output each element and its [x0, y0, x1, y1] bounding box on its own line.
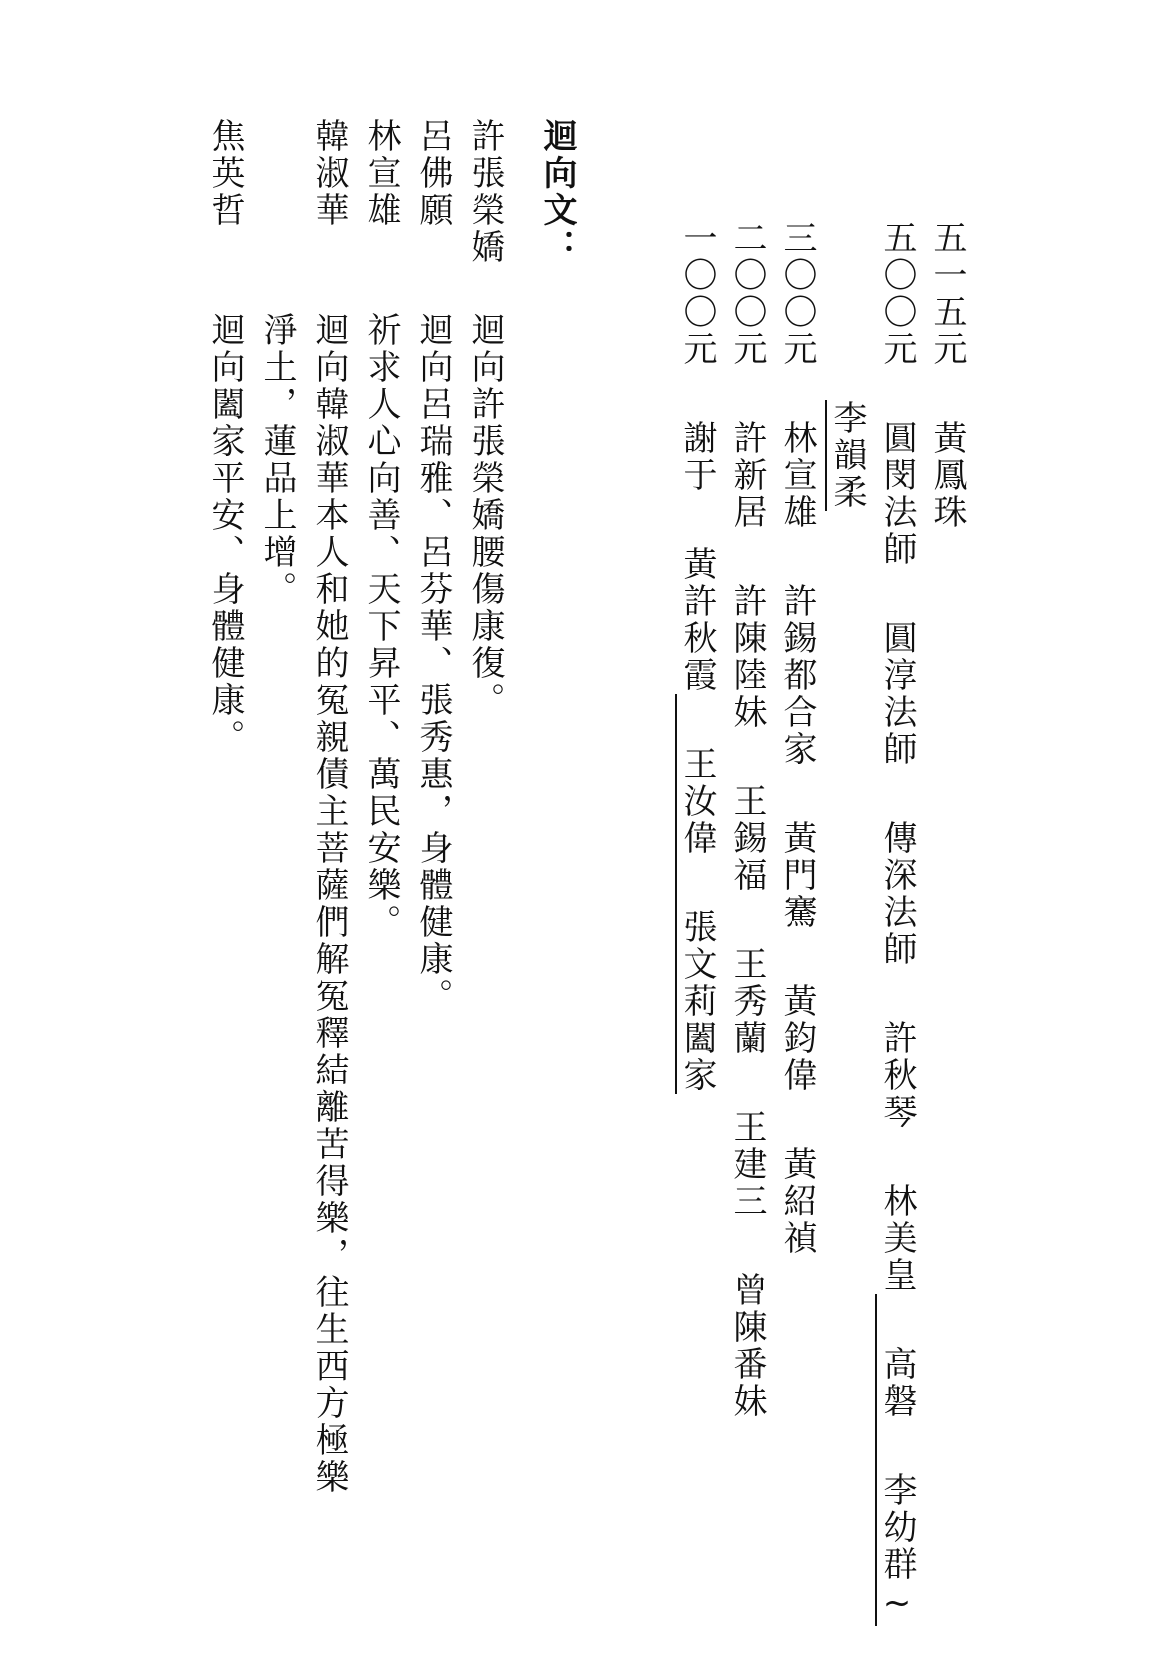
dedication-text: 迴向韓淑華本人和她的冤親債主菩薩們解冤釋結離苦得樂，往生西方極樂 — [309, 312, 349, 1496]
donor-name: 曾陳番妹 — [727, 1272, 767, 1420]
donation-amount: 二〇〇元 — [727, 220, 767, 368]
donation-column-5 — [727, 220, 767, 1420]
donor-name: 高磐 — [877, 1346, 917, 1420]
donor-name: 黃門騫 — [777, 820, 817, 931]
dedication-text-continued: 淨土，蓮品上增。 — [257, 312, 297, 608]
donor-name: 謝于 — [677, 420, 717, 494]
dedication-name: 許張榮嬌 — [465, 118, 505, 266]
donation-column-2 — [877, 220, 917, 1626]
donor-name: 傳深法師 — [877, 820, 917, 968]
donation-amount: 五一五元 — [927, 220, 967, 368]
donor-name: 張文莉闔家 — [677, 909, 717, 1094]
dedication-name: 焦英哲 — [205, 118, 245, 229]
donation-column-6 — [677, 220, 717, 1094]
donor-name: 圓淳法師 — [877, 620, 917, 768]
dedication-heading: 迴向文： — [537, 118, 577, 266]
donor-name: 黃鳳珠 — [927, 420, 967, 531]
donor-name: 許秋琴 — [877, 1020, 917, 1131]
donation-amount: 一〇〇元 — [677, 220, 717, 368]
dedication-text: 祈求人心向善、天下昇平、萬民安樂。 — [361, 312, 401, 941]
dedication-text: 迴向許張榮嬌腰傷康復。 — [465, 312, 505, 719]
donor-name: 王秀蘭 — [727, 946, 767, 1057]
donation-column-1 — [927, 220, 967, 531]
donation-amount: 五〇〇元 — [877, 220, 917, 368]
dedication-name: 呂佛願 — [413, 118, 453, 229]
donor-name: 黃許秋霞 — [677, 546, 717, 694]
donation-column-4 — [777, 220, 817, 1257]
dedication-name: 林宣雄 — [361, 118, 401, 229]
donor-name: 許陳陸妹 — [727, 583, 767, 731]
donor-name: 李韻柔 — [827, 400, 867, 511]
donor-name: 許錫都合家 — [777, 583, 817, 768]
donor-name: 王建三 — [727, 1109, 767, 1220]
donor-name: 王汝偉 — [677, 746, 717, 857]
donor-name: 圓閔法師 — [877, 420, 917, 568]
donor-name: 林美皇 — [877, 1183, 917, 1294]
donor-name: 黃鈞偉 — [777, 983, 817, 1094]
dedication-text: 迴向闔家平安、身體健康。 — [205, 312, 245, 756]
dedication-name: 韓淑華 — [309, 118, 349, 229]
donation-column-3 — [827, 400, 867, 511]
dedication-text: 迴向呂瑞雅、呂芬華、張秀惠，身體健康。 — [413, 312, 453, 1015]
donor-name: 林宣雄 — [777, 420, 817, 531]
donor-name: 許新居 — [727, 420, 767, 531]
donor-name: 王錫福 — [727, 783, 767, 894]
donation-amount: 三〇〇元 — [777, 220, 817, 368]
donor-name: 黃紹禎 — [777, 1146, 817, 1257]
donor-name: 李幼群~ — [877, 1472, 917, 1626]
